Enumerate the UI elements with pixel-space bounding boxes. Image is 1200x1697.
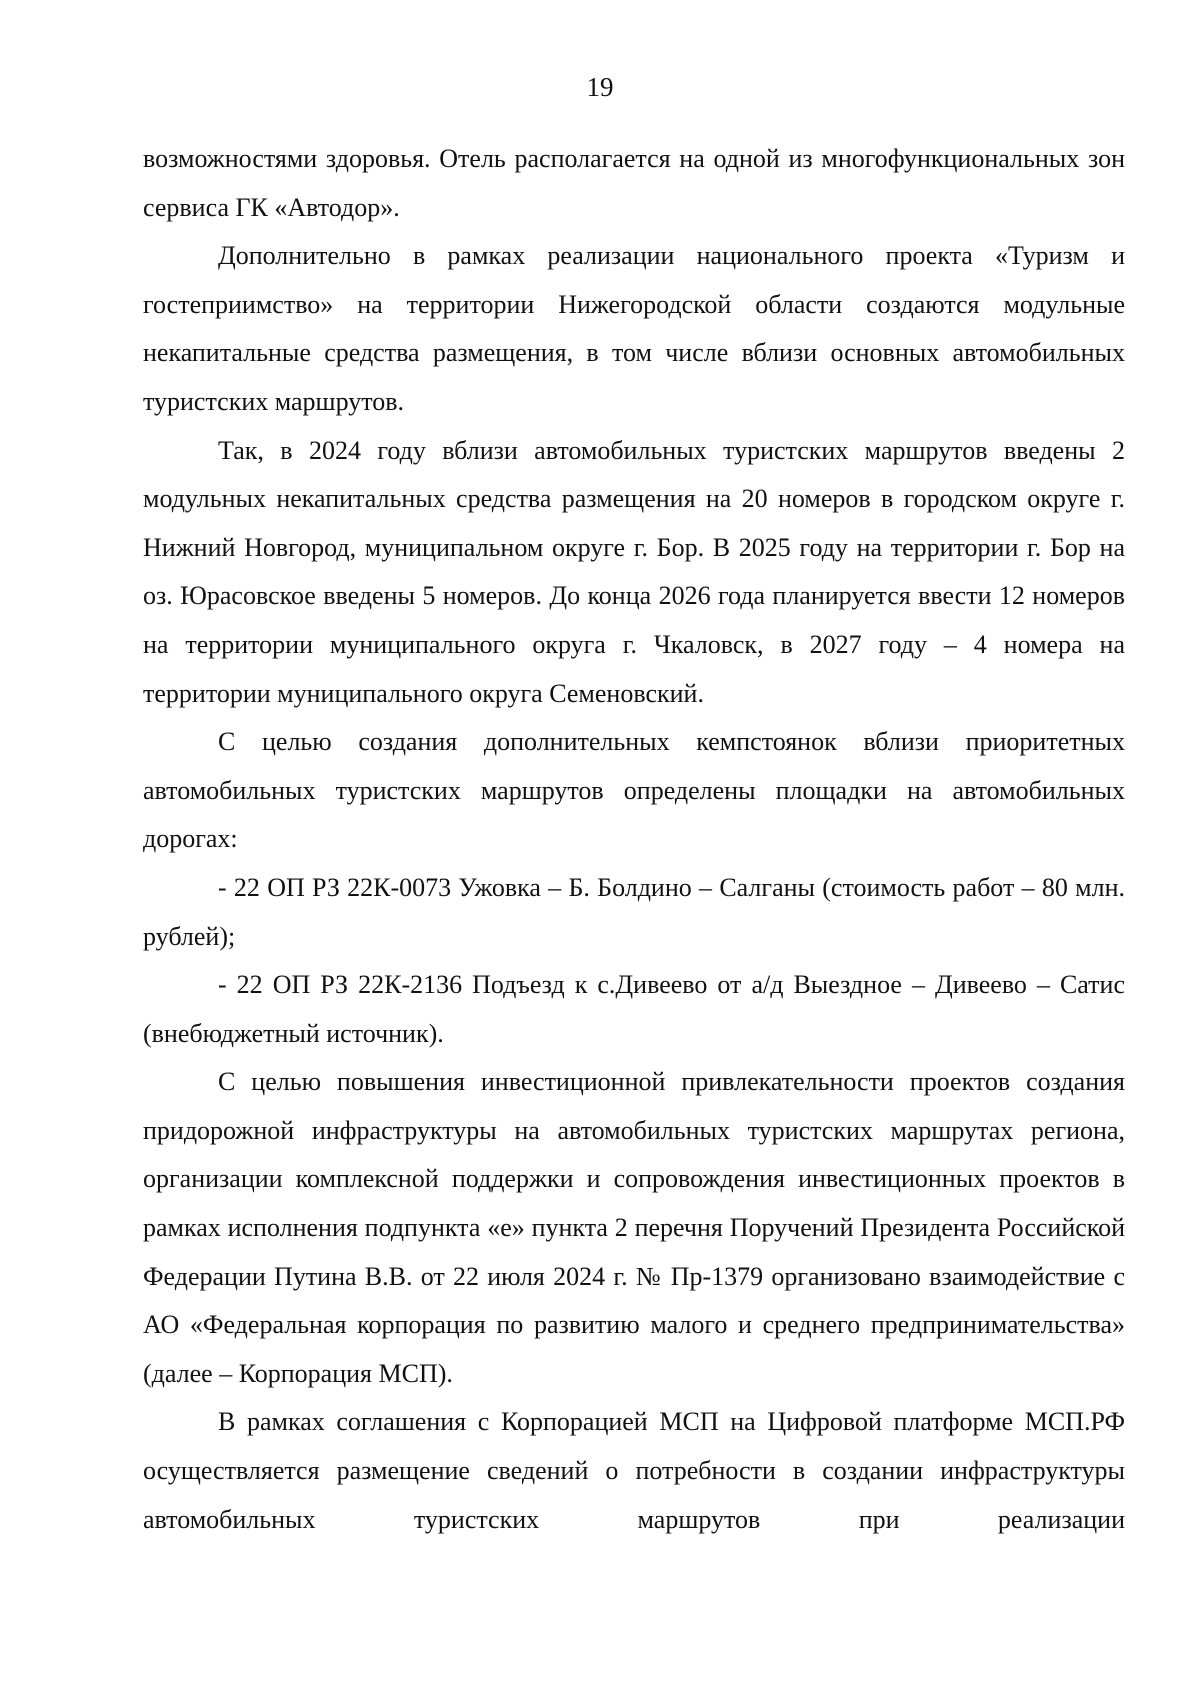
- list-item-road-uzhovka: - 22 ОП РЗ 22К-0073 Ужовка – Б. Болдино – Салганы (стоимость работ – 80 млн. рублей);: [143, 872, 1125, 951]
- paragraph-continuation: возможностями здоровья. Отель располагается на одной из многофункциональных зон сервиса ГК «Автодор».: [143, 144, 1125, 222]
- page-number: 19: [586, 72, 614, 102]
- paragraph-modular-accommodation: Дополнительно в рамках реализации национального проекта «Туризм и гостеприимство» на территории Нижегородской области создаются модульные некапитальные средства размещения, в том числе вблизи основных автомобильных туристских маршрутов.: [143, 241, 1125, 416]
- paragraph-camp-sites: С целью создания дополнительных кемпстоянок вблизи приоритетных автомобильных туристских маршрутов определены площадки на автомобильных дорогах:: [143, 727, 1125, 854]
- document-body: [143, 135, 1125, 1544]
- paragraph-rooms-plan: Так, в 2024 году вблизи автомобильных туристских маршрутов введены 2 модульных некапитальных средства размещения на 20 номеров в городском округе г. Нижний Новгород, муниципальном округе г. Бор. В 2025 году на территории г. Бор на оз. Юрасовское введены 5 номеров. До конца 2026 года планируется ввести 12 номеров на территории муниципального округа г. Чкаловск, в 2027 году – 4 номера на территории муниципального округа Семеновский.: [143, 435, 1125, 708]
- paragraph-msp-platform: В рамках соглашения с Корпорацией МСП на Цифровой платформе МСП.РФ осуществляется размещение сведений о потребности в создании инфраструктуры автомобильных туристских маршрутов при реализации: [143, 1407, 1125, 1534]
- paragraph-investment: С целью повышения инвестиционной привлекательности проектов создания придорожной инфраструктуры на автомобильных туристских маршрутах региона, организации комплексной поддержки и сопровождения инвестиционных проектов в рамках исполнения подпункта «е» пункта 2 перечня Поручений Президента Российской Федерации Путина В.В. от 22 июля 2024 г. № Пр-1379 организовано взаимодействие с АО «Федеральная корпорация по развитию малого и среднего предпринимательства» (далее – Корпорация МСП).: [143, 1067, 1125, 1388]
- list-item-road-diveevo: - 22 ОП РЗ 22К-2136 Подъезд к с.Дивеево от а/д Выездное – Дивеево – Сатис (внебюджетный источник).: [143, 970, 1125, 1048]
